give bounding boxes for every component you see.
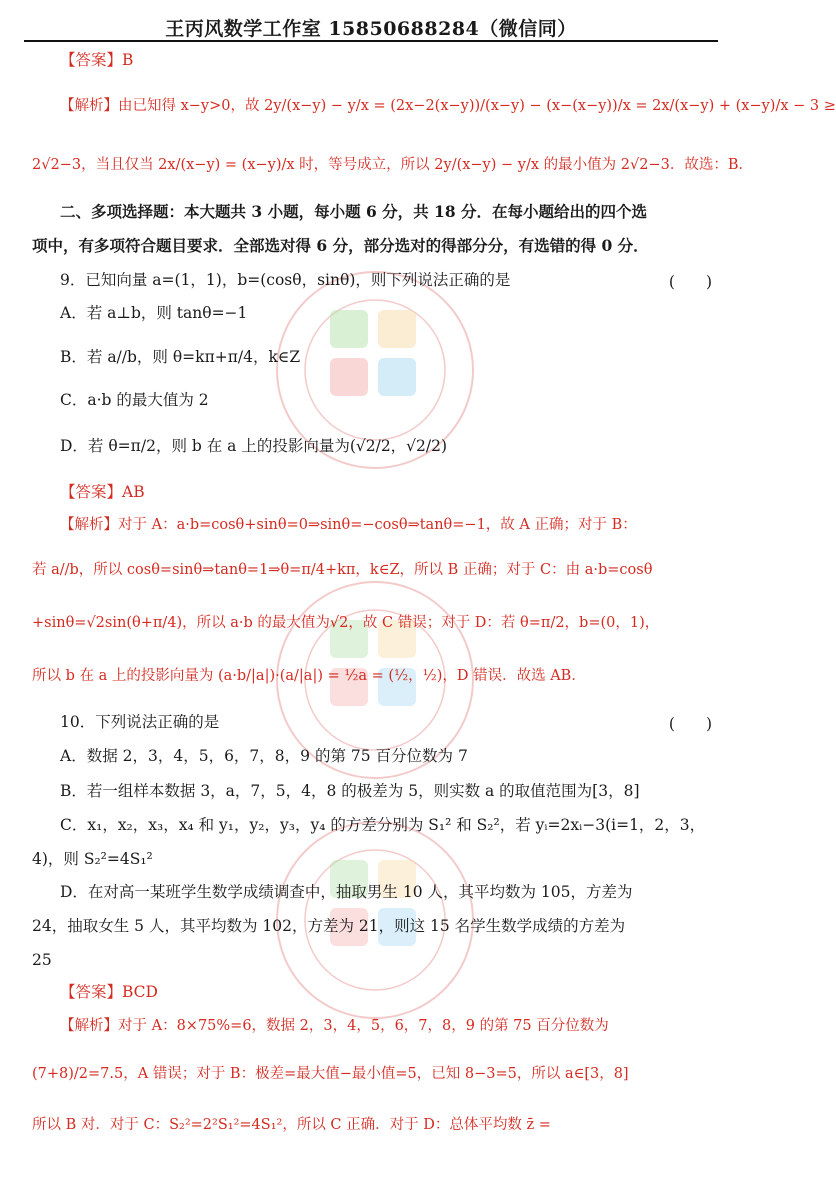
q9-answer-bracket: ( ) — [668, 273, 712, 291]
q9-stem: 9．已知向量 a=(1，1)，b=(cosθ，sinθ)，则下列说法正确的是 — [60, 271, 511, 289]
header-rule — [24, 40, 718, 42]
q9-analysis-line3: +sinθ=√2sin(θ+π/4)，所以 a·b 的最大值为√2，故 C 错误；对于 D：若 θ=π/2，b=(0，1)， — [32, 615, 660, 631]
q8-answer: 【答案】B — [60, 51, 134, 69]
q9-option-a: A．若 a⊥b，则 tanθ=−1 — [60, 304, 248, 322]
q10-answer: 【答案】BCD — [60, 983, 158, 1001]
q10-option-b: B．若一组样本数据 3，a，7，5，4，8 的极差为 5，则实数 a 的取值范围为[3，8] — [60, 782, 640, 800]
q10-option-d-line1: D．在对高一某班学生数学成绩调查中，抽取男生 10 人，其平均数为 105，方差为 — [60, 883, 633, 901]
q10-option-c-line1: C．x₁，x₂，x₃，x₄ 和 y₁，y₂，y₃，y₄ 的方差分别为 S₁² 和 S₂²，若 yᵢ=2xᵢ−3(i=1，2，3， — [60, 816, 706, 834]
q9-answer: 【答案】AB — [60, 483, 145, 501]
q9-analysis-line2: 若 a//b，所以 cosθ=sinθ⇒tanθ=1⇒θ=π/4+kπ，k∈Z，所以 B 正确；对于 C：由 a·b=cosθ — [32, 562, 653, 578]
q9-analysis-line1: 【解析】对于 A：a·b=cosθ+sinθ=0⇒sinθ=−cosθ⇒tanθ=−1，故 A 正确；对于 B： — [60, 517, 637, 533]
q10-option-d-line3: 25 — [32, 951, 52, 969]
section2-line2: 项中，有多项符合题目要求．全部选对得 6 分，部分选对的得部分分，有选错的得 0 分． — [32, 236, 649, 255]
q8-analysis-line2: 2√2−3，当且仅当 2x/(x−y) = (x−y)/x 时，等号成立，所以 2y/(x−y) − y/x 的最小值为 2√2−3．故选：B． — [32, 157, 753, 173]
q10-analysis-line2: (7+8)/2=7.5，A 错误；对于 B：极差=最大值−最小值=5，已知 8−3=5，所以 a∈[3，8] — [32, 1066, 629, 1082]
q10-option-c-line2: 4)，则 S₂²=4S₁² — [32, 850, 153, 868]
q10-analysis-line3: 所以 B 对．对于 C：S₂²=2²S₁²=4S₁²，所以 C 正确．对于 D：总体平均数 z̄ = — [32, 1117, 551, 1133]
q9-option-b: B．若 a//b，则 θ=kπ+π/4，k∈Z — [60, 348, 301, 366]
q10-option-d-line2: 24，抽取女生 5 人，其平均数为 102，方差为 21，则这 15 名学生数学成绩的方差为 — [32, 917, 626, 935]
q9-analysis-line4: 所以 b 在 a 上的投影向量为 (a·b/|a|)·(a/|a|) = ½a = (½，½)，D 错误．故选 AB． — [32, 668, 586, 684]
q10-answer-bracket: ( ) — [668, 715, 712, 733]
q9-option-c: C．a·b 的最大值为 2 — [60, 391, 209, 409]
page-header — [0, 0, 742, 42]
header-title: 王丙风数学工作室 15850688284（微信同） — [165, 18, 577, 40]
q9-option-d: D．若 θ=π/2，则 b 在 a 上的投影向量为(√2/2，√2/2) — [60, 437, 448, 455]
q10-option-a: A．数据 2，3，4，5，6，7，8，9 的第 75 百分位数为 7 — [60, 747, 468, 765]
q10-stem: 10．下列说法正确的是 — [60, 713, 220, 731]
q10-analysis-line1: 【解析】对于 A：8×75%=6，数据 2，3，4，5，6，7，8，9 的第 75 百分位数为 — [60, 1018, 609, 1034]
q8-analysis-line1: 【解析】由已知得 x−y>0，故 2y/(x−y) − y/x = (2x−2(x−y))/(x−y) − (x−(x−y))/x = 2x/(x−y) + (x−y)/x − 3 ≥ — [60, 98, 836, 114]
section2-line1: 二、多项选择题：本大题共 3 小题，每小题 6 分，共 18 分．在每小题给出的四个选 — [60, 202, 648, 221]
